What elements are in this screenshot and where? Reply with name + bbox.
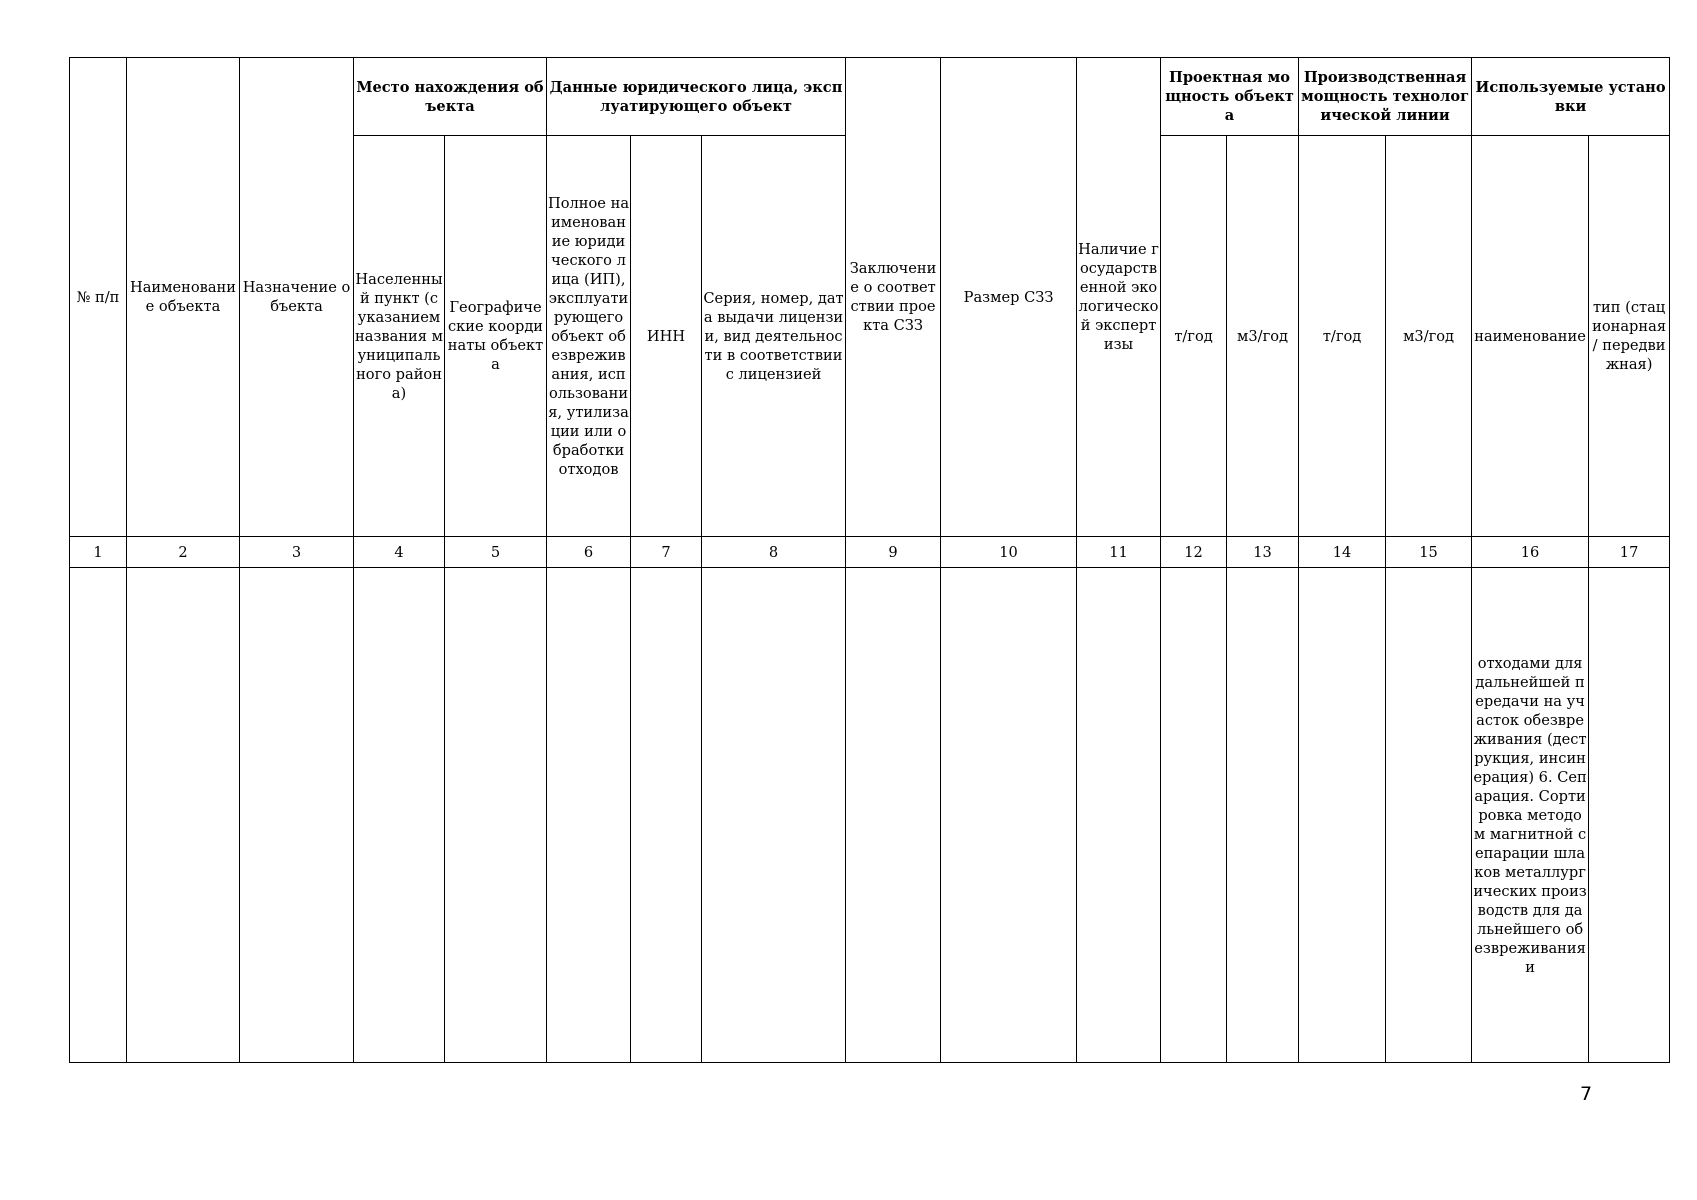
table-cell (846, 568, 941, 1063)
column-number: 16 (1472, 537, 1589, 568)
column-number: 2 (127, 537, 240, 568)
table-cell (1161, 568, 1227, 1063)
column-number: 4 (354, 537, 445, 568)
header-group-legal-entity: Данные юридического лица, эксплуатирующего объект (547, 58, 846, 136)
header-legal-entity-name: Полное наименование юридического лица (ИП), эксплуатирующего объект обезвреживания, использования, утилизации или обработки отходов (547, 136, 631, 537)
column-number: 14 (1299, 537, 1386, 568)
column-number: 9 (846, 537, 941, 568)
table-row (70, 568, 1670, 1063)
column-number: 13 (1227, 537, 1299, 568)
table-cell (1589, 568, 1670, 1063)
column-number: 15 (1386, 537, 1472, 568)
table-cell (354, 568, 445, 1063)
column-numbers-row (70, 537, 1670, 568)
table-cell (70, 568, 127, 1063)
header-license: Серия, номер, дата выдачи лицензии, вид деятельности в соответствии с лицензией (702, 136, 846, 537)
header-eco-expertise: Наличие государственной экологической экспертизы (1077, 58, 1161, 537)
table-cell (127, 568, 240, 1063)
header-szz-size: Размер СЗЗ (941, 58, 1077, 537)
column-number: 6 (547, 537, 631, 568)
installation-name-cell: отходами для дальнейшей передачи на участок обезвреживания (деструкция, инсинерация) 6. Сепарация. Сортировка методом магнитной сепарации шлаков металлургических производств для дальнейшего обезвреживания и (1472, 568, 1589, 1063)
column-number: 7 (631, 537, 702, 568)
header-group-design-capacity: Проектная мощность объекта (1161, 58, 1299, 136)
table-cell (1299, 568, 1386, 1063)
header-number: № п/п (70, 58, 127, 537)
column-number: 11 (1077, 537, 1161, 568)
header-object-purpose: Назначение объекта (240, 58, 354, 537)
header-object-name: Наименование объекта (127, 58, 240, 537)
header-production-cubic: м3/год (1386, 136, 1472, 537)
column-number: 3 (240, 537, 354, 568)
header-group-installations: Используемые установки (1472, 58, 1670, 136)
table-cell (941, 568, 1077, 1063)
header-group-production-capacity: Производственная мощность технологической линии (1299, 58, 1472, 136)
column-number: 8 (702, 537, 846, 568)
table-cell (240, 568, 354, 1063)
column-number: 5 (445, 537, 547, 568)
table-cell (1386, 568, 1472, 1063)
header-installation-type: тип (стационарная / передвижная) (1589, 136, 1670, 537)
column-number: 1 (70, 537, 127, 568)
header-design-cubic: м3/год (1227, 136, 1299, 537)
header-design-tons: т/год (1161, 136, 1227, 537)
table-cell (445, 568, 547, 1063)
table-cell (1077, 568, 1161, 1063)
column-number: 10 (941, 537, 1077, 568)
page-number: 7 (1580, 1083, 1593, 1105)
header-szz-conclusion: Заключение о соответствии проекта СЗЗ (846, 58, 941, 537)
waste-objects-table (69, 57, 1670, 1063)
column-number: 17 (1589, 537, 1670, 568)
table-cell (547, 568, 631, 1063)
header-settlement: Населенный пункт (с указанием названия муниципального района) (354, 136, 445, 537)
table-cell (1227, 568, 1299, 1063)
header-installation-name: наименование (1472, 136, 1589, 537)
column-number: 12 (1161, 537, 1227, 568)
header-group-location: Место нахождения объекта (354, 58, 547, 136)
header-coordinates: Географические координаты объекта (445, 136, 547, 537)
header-production-tons: т/год (1299, 136, 1386, 537)
header-inn: ИНН (631, 136, 702, 537)
table-cell (631, 568, 702, 1063)
table-cell (702, 568, 846, 1063)
